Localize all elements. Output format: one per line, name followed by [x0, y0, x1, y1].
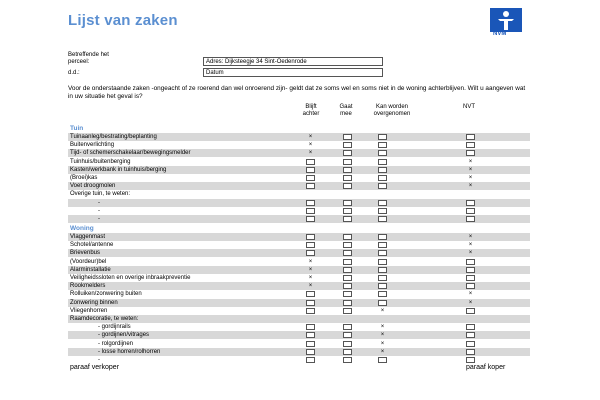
checkbox-nvt-checked[interactable]: ×: [468, 242, 473, 249]
checkbox-blijft[interactable]: [306, 349, 315, 355]
checkbox-gaat[interactable]: [343, 275, 352, 281]
checkbox-blijft[interactable]: [306, 208, 315, 214]
checklist-row: [68, 149, 530, 157]
checkbox-kan[interactable]: [378, 275, 387, 281]
checkbox-blijft-checked[interactable]: ×: [308, 150, 313, 157]
checklist-row: [68, 241, 530, 249]
checklist-row: [68, 356, 530, 364]
checkbox-nvt[interactable]: [466, 341, 475, 347]
checklist-row: [68, 133, 530, 141]
signature-seller-label: paraaf verkoper: [70, 364, 120, 371]
row-label: - gordijnrails: [98, 324, 131, 331]
checkbox-nvt-checked[interactable]: ×: [468, 291, 473, 298]
row-label: Rookmelders: [70, 283, 106, 290]
col-header-nvt: NVT: [463, 104, 475, 110]
row-label: - gordijnen/vitrages: [98, 332, 150, 339]
checkbox-gaat[interactable]: [343, 208, 352, 214]
perceel-field[interactable]: Adres: Dijksteegje 34 Sint-Oedenrode: [203, 57, 383, 66]
row-label: Kasten/werkbank in tuinhuis/berging: [70, 166, 167, 173]
checkbox-nvt-checked[interactable]: ×: [468, 234, 473, 240]
checkbox-blijft[interactable]: [306, 308, 315, 314]
checklist-row: [68, 190, 530, 198]
checkbox-gaat[interactable]: [343, 175, 352, 181]
checkbox-nvt[interactable]: [466, 150, 475, 156]
row-label: -: [98, 207, 100, 214]
checkbox-blijft-checked[interactable]: ×: [308, 142, 313, 149]
checklist-row: [68, 158, 530, 166]
checkbox-nvt-checked[interactable]: ×: [468, 166, 473, 173]
checklist-row: [68, 233, 530, 241]
logo-text: NVM: [493, 31, 507, 37]
checkbox-kan[interactable]: [378, 183, 387, 189]
checkbox-nvt[interactable]: [466, 275, 475, 281]
checklist-row: [68, 290, 530, 298]
checkbox-gaat[interactable]: [343, 349, 352, 355]
checklist-row: [68, 166, 530, 174]
checklist-row: [68, 274, 530, 282]
checkbox-blijft[interactable]: [306, 159, 315, 165]
checkbox-gaat[interactable]: [343, 357, 352, 363]
checklist-row: [68, 348, 530, 356]
checkbox-gaat[interactable]: [343, 283, 352, 289]
checkbox-kan[interactable]: [378, 283, 387, 289]
nvm-logo-icon: [490, 8, 522, 32]
checkbox-blijft[interactable]: [306, 200, 315, 206]
page-title: Lijst van zaken: [68, 12, 178, 29]
checkbox-gaat[interactable]: [343, 183, 352, 189]
checkbox-blijft-checked[interactable]: ×: [308, 258, 313, 265]
checkbox-kan[interactable]: [378, 167, 387, 173]
perceel-label-2: perceel:: [68, 59, 90, 65]
checkbox-kan[interactable]: [378, 134, 387, 140]
checkbox-kan-checked[interactable]: ×: [380, 348, 385, 355]
checkbox-kan-checked[interactable]: ×: [380, 340, 385, 347]
checkbox-nvt[interactable]: [466, 324, 475, 330]
intro-text: Voor de onderstaande zaken -ongeacht of ze roerend dan wel onroerend zijn- geldt dat ze soms wel en soms niet in de woning achterblijven. Wilt u aangeven wat in uw situatie het geval is?: [68, 85, 526, 100]
checkbox-blijft[interactable]: [306, 183, 315, 189]
row-label: Alarminstallatie: [70, 266, 111, 273]
checkbox-gaat[interactable]: [343, 332, 352, 338]
checklist-row: [68, 199, 530, 207]
checkbox-blijft[interactable]: [306, 357, 315, 363]
checkbox-kan[interactable]: [378, 208, 387, 214]
checkbox-nvt-checked[interactable]: ×: [468, 158, 473, 165]
checkbox-gaat[interactable]: [343, 250, 352, 256]
row-label: -: [98, 216, 100, 222]
checkbox-nvt[interactable]: [466, 259, 475, 265]
checklist-row: [68, 215, 530, 223]
col-header-gaat: Gaat mee: [339, 104, 353, 117]
row-label: Veiligheidssloten en overige inbraakpreventie: [70, 275, 191, 281]
checkbox-gaat[interactable]: [343, 341, 352, 347]
checkbox-nvt[interactable]: [466, 308, 475, 314]
checkbox-kan[interactable]: [378, 259, 387, 265]
checkbox-kan[interactable]: [378, 159, 387, 165]
checkbox-blijft[interactable]: [306, 291, 315, 297]
perceel-label-1: Betreffende het: [68, 52, 109, 58]
checkbox-blijft[interactable]: [306, 250, 315, 256]
row-label: - losse horren/rolhorren: [98, 348, 161, 355]
checkbox-nvt-checked[interactable]: ×: [468, 250, 473, 257]
checkbox-blijft[interactable]: [306, 216, 315, 222]
checklist-row: [68, 307, 530, 315]
row-label: -: [98, 199, 100, 206]
checklist-row: [68, 331, 530, 339]
checkbox-nvt-checked[interactable]: ×: [468, 175, 473, 181]
checklist-row: [68, 340, 530, 348]
row-label: Vlaggenmast: [70, 234, 106, 240]
checkbox-nvt[interactable]: [466, 200, 475, 206]
checkbox-nvt[interactable]: [466, 267, 475, 273]
row-label: Vliegenhorren: [70, 307, 108, 314]
row-label: Schotel/antenne: [70, 242, 114, 249]
checkbox-gaat[interactable]: [343, 300, 352, 306]
checkbox-kan-checked[interactable]: ×: [380, 332, 385, 339]
checkbox-gaat[interactable]: [343, 142, 352, 148]
checkbox-gaat[interactable]: [343, 324, 352, 330]
checkbox-kan[interactable]: [378, 357, 387, 363]
checkbox-gaat[interactable]: [343, 150, 352, 156]
signature-buyer-label: paraaf koper: [466, 364, 506, 371]
row-label: Voet droogmolen: [70, 183, 116, 190]
checkbox-blijft[interactable]: [306, 341, 315, 347]
checkbox-gaat[interactable]: [343, 267, 352, 273]
checklist-row: [68, 323, 530, 331]
checkbox-nvt[interactable]: [466, 134, 475, 140]
col-header-blijft: Blijft achter: [302, 104, 320, 117]
checkbox-gaat[interactable]: [343, 308, 352, 314]
checkbox-blijft[interactable]: [306, 234, 315, 240]
checkbox-kan[interactable]: [378, 242, 387, 248]
checkbox-nvt[interactable]: [466, 208, 475, 214]
row-label: Buitenverlichting: [70, 142, 115, 149]
checkbox-gaat[interactable]: [343, 259, 352, 265]
checkbox-kan[interactable]: [378, 291, 387, 297]
checkbox-kan-checked[interactable]: ×: [380, 307, 385, 314]
checkbox-blijft-checked[interactable]: ×: [308, 283, 313, 290]
checklist-row: [68, 174, 530, 182]
checkbox-nvt[interactable]: [466, 357, 475, 363]
row-label: -: [98, 357, 100, 363]
checkbox-nvt[interactable]: [466, 142, 475, 148]
checkbox-kan[interactable]: [378, 300, 387, 306]
checkbox-blijft-checked[interactable]: ×: [308, 134, 313, 140]
checkbox-blijft[interactable]: [306, 332, 315, 338]
checkbox-blijft[interactable]: [306, 324, 315, 330]
date-field[interactable]: Datum: [203, 68, 383, 77]
checkbox-kan[interactable]: [378, 175, 387, 181]
row-label: Tuinhuis/buitenberging: [70, 158, 131, 165]
checkbox-gaat[interactable]: [343, 291, 352, 297]
checkbox-blijft[interactable]: [306, 242, 315, 248]
checkbox-blijft[interactable]: [306, 175, 315, 181]
checklist-row: [68, 182, 530, 190]
checkbox-nvt-checked[interactable]: ×: [468, 299, 473, 306]
checkbox-gaat[interactable]: [343, 200, 352, 206]
checkbox-blijft-checked[interactable]: ×: [308, 275, 313, 281]
checkbox-blijft[interactable]: [306, 167, 315, 173]
checklist-row: [68, 299, 530, 307]
row-label: Brievenbus: [70, 250, 101, 257]
section-title: Woning: [70, 225, 94, 232]
checkbox-blijft[interactable]: [306, 300, 315, 306]
checklist-row: [68, 249, 530, 257]
checklist-row: [68, 258, 530, 266]
checkbox-kan[interactable]: [378, 250, 387, 256]
row-label: Raamdecoratie, te weten:: [70, 316, 139, 322]
checkbox-blijft-checked[interactable]: ×: [308, 266, 313, 273]
checkbox-kan[interactable]: [378, 234, 387, 240]
checkbox-gaat[interactable]: [343, 159, 352, 165]
checkbox-nvt[interactable]: [466, 349, 475, 355]
checkbox-nvt[interactable]: [466, 332, 475, 338]
checklist-row: [68, 315, 530, 323]
checkbox-gaat[interactable]: [343, 216, 352, 222]
checkbox-nvt[interactable]: [466, 216, 475, 222]
row-label: Rolluiken/zonwering buiten: [70, 291, 142, 298]
checkbox-gaat[interactable]: [343, 134, 352, 140]
checkbox-nvt[interactable]: [466, 283, 475, 289]
row-label: (Broei)kas: [70, 175, 98, 181]
checkbox-gaat[interactable]: [343, 234, 352, 240]
row-label: Tuinaanleg/bestrating/beplanting: [70, 134, 157, 140]
checkbox-gaat[interactable]: [343, 242, 352, 248]
checkbox-kan[interactable]: [378, 200, 387, 206]
checkbox-kan[interactable]: [378, 150, 387, 156]
checkbox-kan[interactable]: [378, 142, 387, 148]
row-label: Overige tuin, te weten:: [70, 191, 131, 198]
row-label: Tijd- of schemerschakelaar/bewegingsmelder: [70, 150, 191, 157]
col-header-kan: Kan worden overgenomen: [373, 104, 411, 117]
row-label: - rolgordijnen: [98, 340, 134, 347]
checklist-row: [68, 282, 530, 290]
row-label: (Voordeur)bel: [70, 258, 107, 265]
checkbox-kan[interactable]: [378, 267, 387, 273]
checkbox-gaat[interactable]: [343, 167, 352, 173]
checklist-row: [68, 266, 530, 274]
checkbox-kan[interactable]: [378, 216, 387, 222]
checkbox-kan-checked[interactable]: ×: [380, 324, 385, 331]
dd-label: d.d.:: [68, 70, 80, 76]
checklist-row: [68, 207, 530, 215]
checklist-row: [68, 141, 530, 149]
section-title: Tuin: [70, 125, 84, 132]
checkbox-nvt-checked[interactable]: ×: [468, 183, 473, 190]
row-label: Zonwering binnen: [70, 299, 118, 306]
